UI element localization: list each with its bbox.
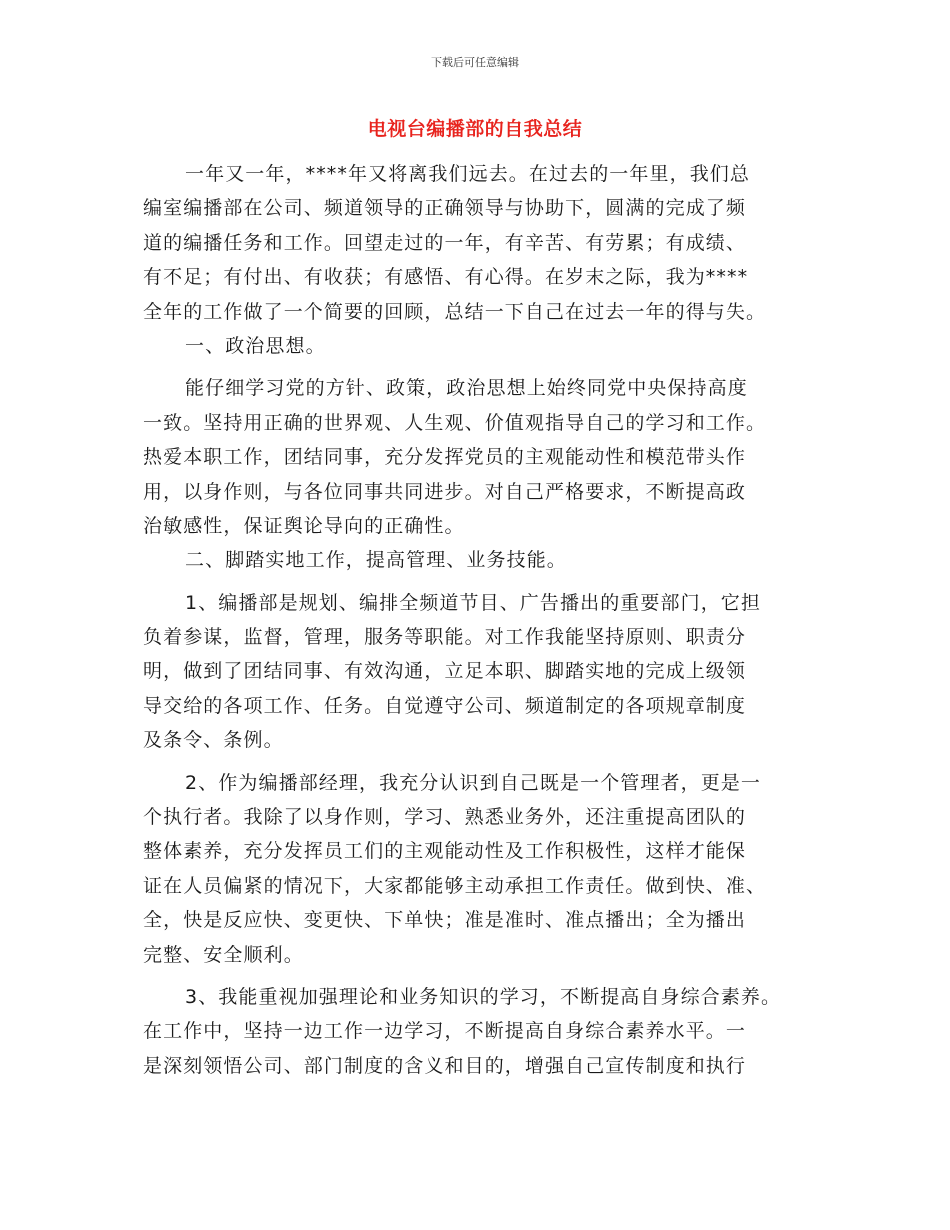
text-line: 3、我能重视加强理论和业务知识的学习，不断提高自身综合素养。 [185,985,782,1008]
document-title: 电视台编播部的自我总结 [367,118,583,140]
text-line: 导交给的各项工作、任务。自觉遵守公司、频道制定的各项规章制度 [143,694,747,717]
paragraph-item-3 [143,980,833,1083]
text-line: 1、编播部是规划、编排全频道节目、广告播出的重要部门，它担 [185,591,761,614]
text-line: 2、作为编播部经理，我充分认识到自己既是一个管理者，更是一 [185,771,761,794]
text-line: 热爱本职工作，团结同事，充分发挥党员的主观能动性和模范带头作 [143,446,747,469]
text-line: 能仔细学习党的方针、政策，政治思想上始终同党中央保持高度 [185,377,748,400]
paragraph-gap [143,758,833,766]
text-line: 一年又一年，****年又将离我们远去。在过去的一年里，我们总 [185,163,751,185]
paragraph-gap [143,972,833,980]
text-line: 道的编播任务和工作。回望走过的一年，有辛苦、有劳累；有成绩、 [143,231,747,254]
text-line: 治敏感性，保证舆论导向的正确性。 [143,514,465,537]
text-line: 全，快是反应快、变更快、下单快；准是准时、准点播出；全为播出 [143,909,747,932]
text-line: 及条令、条例。 [143,729,284,752]
paragraph-gap [143,363,833,371]
text-line: 证在人员偏紧的情况下，大家都能够主动承担工作责任。做到快、准、 [143,874,767,897]
text-line: 负着参谋，监督，管理，服务等职能。对工作我能坚持原则、职责分 [143,626,747,649]
text-line: 一、政治思想。 [185,334,326,357]
section-heading-politics [143,329,833,363]
text-line: 二、脚踏实地工作，提高管理、业务技能。 [185,549,567,572]
text-line: 是深刻领悟公司、部门制度的含义和目的，增强自己宣传制度和执行 [143,1054,747,1077]
header-note: 下载后可任意编辑 [431,56,519,69]
section-heading-work [143,543,833,577]
paragraph-item-2 [143,766,833,972]
paragraph-politics [143,371,833,543]
text-line: 全年的工作做了一个简要的回顾，总结一下自己在过去一年的得与失。 [143,300,767,323]
text-line: 个执行者。我除了以身作则，学习、熟悉业务外，还注重提高团队的 [143,806,747,829]
text-line: 编室编播部在公司、频道领导的正确领导与协助下，圆满的完成了频 [143,197,747,220]
text-line: 一致。坚持用正确的世界观、人生观、价值观指导自己的学习和工作。 [143,411,767,434]
text-line: 有不足；有付出、有收获；有感悟、有心得。在岁末之际，我为**** [143,266,749,289]
paragraph-item-1 [143,586,833,758]
paragraph-gap [143,578,833,586]
text-line: 整体素养，充分发挥员工们的主观能动性及工作积极性，这样才能保 [143,840,747,863]
document-body [143,157,833,1083]
text-line: 在工作中，坚持一边工作一边学习，不断提高自身综合素养水平。一 [143,1020,747,1043]
paragraph-intro [143,157,833,329]
text-line: 明，做到了团结同事、有效沟通，立足本职、脚踏实地的完成上级领 [143,660,747,683]
text-line: 用，以身作则，与各位同事共同进步。对自己严格要求，不断提高政 [143,480,747,503]
text-line: 完整、安全顺利。 [143,943,304,966]
